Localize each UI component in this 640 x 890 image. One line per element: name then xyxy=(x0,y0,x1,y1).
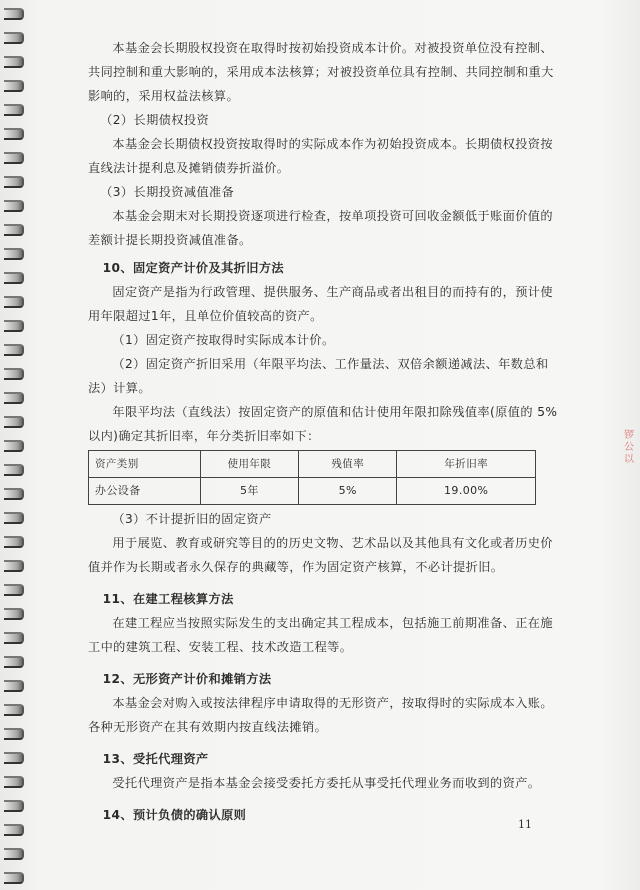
binding-ring xyxy=(4,800,24,812)
table-cell: 办公设备 xyxy=(89,478,201,505)
table-header-row xyxy=(89,451,536,478)
table-cell: 5年 xyxy=(200,478,298,505)
binding-ring xyxy=(4,704,24,716)
table-header-cell: 使用年限 xyxy=(200,451,298,478)
binding-ring xyxy=(4,656,24,668)
paragraph: 在建工程应当按照实际发生的支出确定其工程成本，包括施工前期准备、正在施工中的建筑工程、安装工程、技术改造工程等。 xyxy=(88,616,553,654)
binding-ring xyxy=(4,824,24,836)
binding-ring xyxy=(4,608,24,620)
binding-ring xyxy=(4,848,24,860)
binding-ring xyxy=(4,512,24,524)
binding-ring xyxy=(4,272,24,284)
binding-ring xyxy=(4,80,24,92)
binding-ring xyxy=(4,296,24,308)
table-header-cell: 残值率 xyxy=(299,451,397,478)
binding-ring xyxy=(4,248,24,260)
binding-ring xyxy=(4,176,24,188)
binding-ring xyxy=(4,320,24,332)
binding-ring xyxy=(4,128,24,140)
page-number: 11 xyxy=(518,818,532,831)
section-heading: 14、预计负债的确认原则 xyxy=(102,808,247,822)
subsection-title: （3）长期投资减值准备 xyxy=(100,185,235,199)
binding-ring xyxy=(4,680,24,692)
binding-ring xyxy=(4,488,24,500)
binding-ring xyxy=(4,368,24,380)
subsection-title: （2）长期债权投资 xyxy=(100,113,210,127)
section-heading: 13、受托代理资产 xyxy=(102,752,209,766)
binding-ring xyxy=(4,8,24,20)
paragraph: 本基金会长期股权投资在取得时按初始投资成本计价。对被投资单位没有控制、共同控制和重大影响的，采用成本法核算；对被投资单位具有控制、共同控制和重大影响的，采用权益法核算。 xyxy=(88,41,554,103)
binding-ring xyxy=(4,200,24,212)
binding-ring xyxy=(4,584,24,596)
paragraph: （3）不计提折旧的固定资产 xyxy=(112,512,272,526)
paragraph: 受托代理资产是指本基金会接受委托方委托从事受托代理业务而收到的资产。 xyxy=(112,776,541,790)
binding-ring xyxy=(4,152,24,164)
section-heading: 10、固定资产计价及其折旧方法 xyxy=(102,261,285,275)
binding-ring xyxy=(4,392,24,404)
paragraph: （2）固定资产折旧采用（年限平均法、工作量法、双倍余额递减法、年数总和法）计算。 xyxy=(88,357,549,395)
section-heading: 11、在建工程核算方法 xyxy=(102,592,234,606)
paragraph: （1）固定资产按取得时实际成本计价。 xyxy=(112,333,335,347)
binding-ring xyxy=(4,728,24,740)
binding-ring xyxy=(4,776,24,788)
paragraph: 本基金会长期债权投资按取得时的实际成本作为初始投资成本。长期债权投资按直线法计提利息及摊销债券折溢价。 xyxy=(88,137,553,175)
document-body xyxy=(88,36,558,827)
paragraph: 用于展览、教育或研究等目的的历史文物、艺术品以及其他具有文化或者历史价值并作为长期或者永久保存的典藏等，作为固定资产核算，不必计提折旧。 xyxy=(88,536,553,574)
table-cell: 5% xyxy=(299,478,397,505)
table-cell: 19.00% xyxy=(397,478,536,505)
binding-ring xyxy=(4,56,24,68)
section-heading: 12、无形资产计价和摊销方法 xyxy=(102,672,272,686)
binding-ring xyxy=(4,224,24,236)
binding-ring xyxy=(4,560,24,572)
binding-ring xyxy=(4,464,24,476)
binding-ring xyxy=(4,344,24,356)
table-row xyxy=(89,478,536,505)
binding-ring xyxy=(4,440,24,452)
paragraph: 本基金会对购入或按法律程序申请取得的无形资产，按取得时的实际成本入账。各种无形资产在其有效期内按直线法摊销。 xyxy=(88,696,553,734)
table-header-cell: 年折旧率 xyxy=(397,451,536,478)
depreciation-table xyxy=(88,450,536,505)
binding-ring xyxy=(4,752,24,764)
binding-ring xyxy=(4,536,24,548)
red-stamp-mark: 锣公以 xyxy=(624,430,634,465)
paragraph: 固定资产是指为行政管理、提供服务、生产商品或者出租目的而持有的，预计使用年限超过1年，且单位价值较高的资产。 xyxy=(88,285,553,323)
binding-ring xyxy=(4,872,24,884)
paragraph: 年限平均法（直线法）按固定资产的原值和估计使用年限扣除残值率(原值的 5%以内)确定其折旧率，年分类折旧率如下： xyxy=(88,405,558,443)
binding-ring xyxy=(4,32,24,44)
table-header-cell: 资产类别 xyxy=(89,451,201,478)
binding-ring xyxy=(4,416,24,428)
paragraph: 本基金会期末对长期投资逐项进行检查，按单项投资可回收金额低于账面价值的差额计提长期投资减值准备。 xyxy=(88,209,553,247)
spiral-binding xyxy=(0,0,30,890)
binding-ring xyxy=(4,104,24,116)
binding-ring xyxy=(4,632,24,644)
